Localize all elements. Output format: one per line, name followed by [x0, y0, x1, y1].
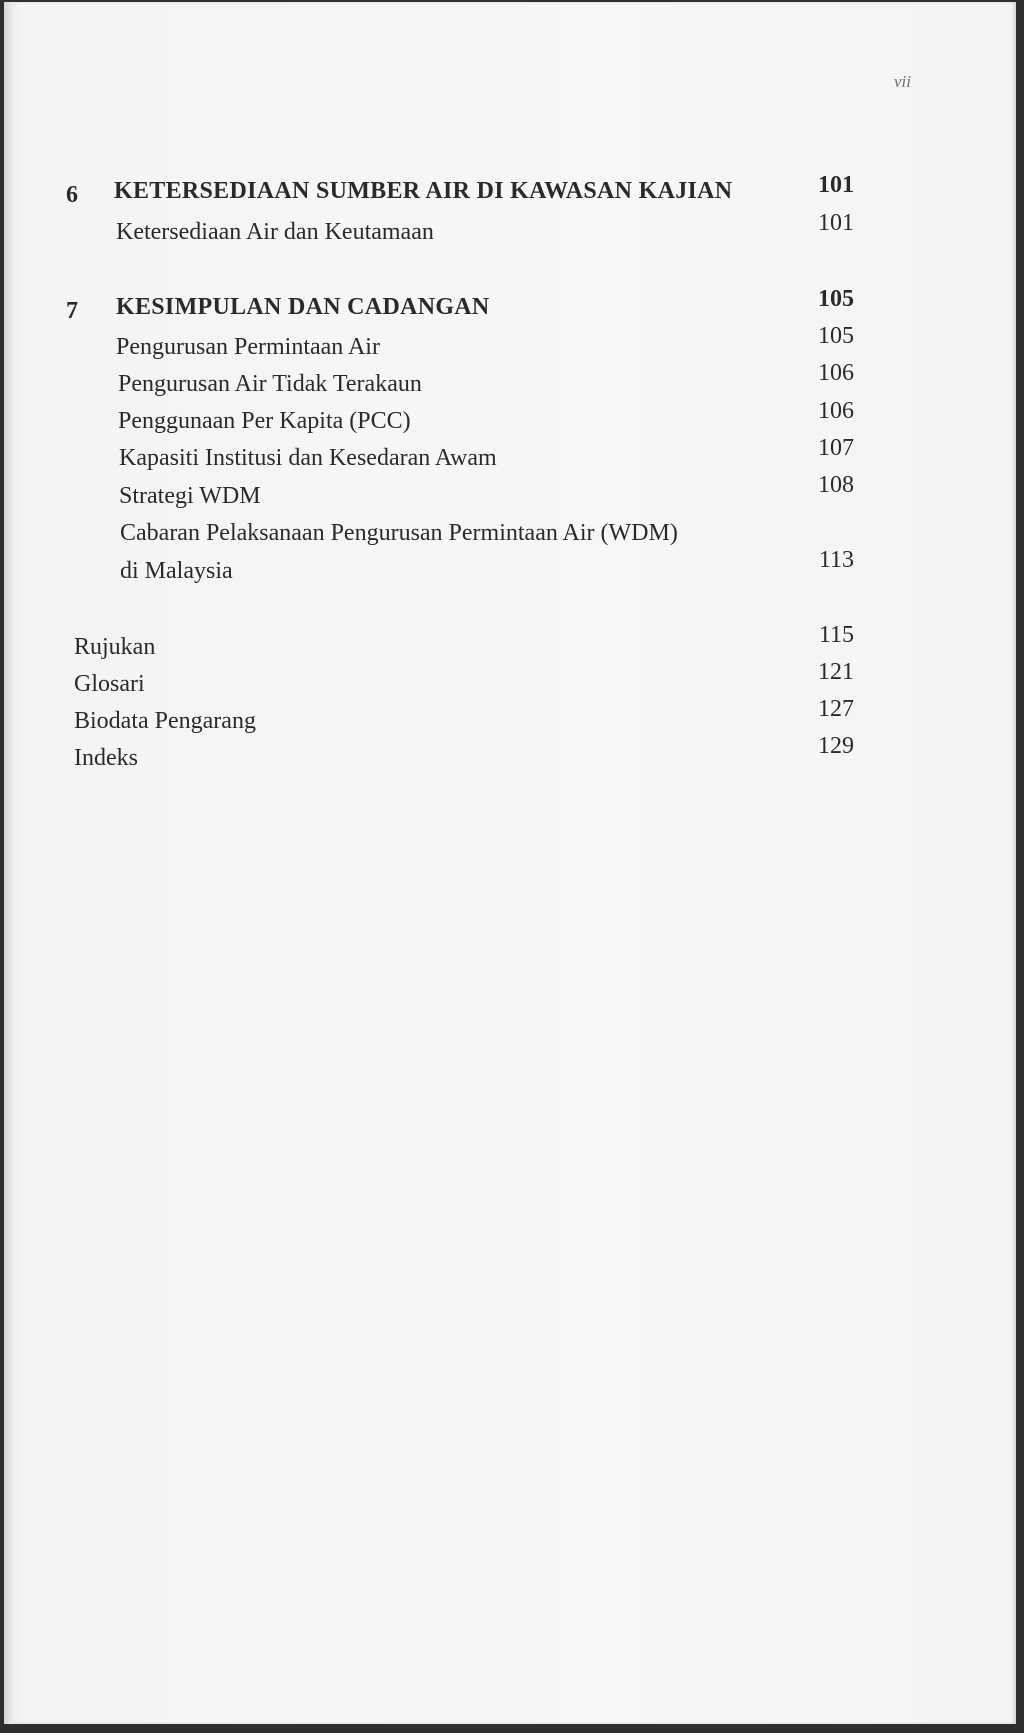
table-of-contents	[4, 2, 1016, 1724]
chapter-page-number: 105	[818, 286, 854, 312]
book-page	[4, 2, 1016, 1724]
page-folio: vii	[894, 72, 911, 91]
chapter-page-number: 101	[818, 172, 854, 198]
toc-entry-label: Rujukan	[74, 634, 156, 660]
toc-entry-page: 106	[818, 360, 854, 386]
toc-entry-page: 108	[818, 472, 854, 498]
toc-entry-label: di Malaysia	[120, 558, 233, 584]
toc-entry-page: 129	[818, 733, 854, 759]
toc-entry-page: 107	[818, 435, 854, 461]
toc-entry-page: 101	[818, 210, 854, 236]
toc-entry-label: Indeks	[74, 745, 138, 771]
chapter-title: KETERSEDIAAN SUMBER AIR DI KAWASAN KAJIAN	[114, 178, 733, 204]
chapter-number: 6	[66, 182, 78, 208]
toc-entry-label: Pengurusan Permintaan Air	[116, 334, 380, 360]
chapter-title: KESIMPULAN DAN CADANGAN	[116, 294, 490, 320]
toc-entry-label: Cabaran Pelaksanaan Pengurusan Permintaan Air (WDM)	[120, 520, 678, 546]
toc-entry-label: Glosari	[74, 671, 145, 697]
toc-entry-label: Pengurusan Air Tidak Terakaun	[118, 371, 422, 397]
toc-entry-label: Ketersediaan Air dan Keutamaan	[116, 219, 434, 245]
toc-entry-label: Strategi WDM	[119, 483, 261, 509]
toc-entry-page: 127	[818, 696, 854, 722]
toc-entry-label: Kapasiti Institusi dan Kesedaran Awam	[119, 445, 497, 471]
toc-entry-page: 106	[818, 398, 854, 424]
toc-entry-label: Penggunaan Per Kapita (PCC)	[118, 408, 411, 434]
toc-entry-page: 113	[818, 547, 854, 573]
toc-entry-page: 105	[818, 323, 854, 349]
toc-entry-page: 115	[818, 622, 854, 648]
toc-entry-page: 121	[818, 659, 854, 685]
chapter-number: 7	[66, 298, 78, 324]
toc-entry-label: Biodata Pengarang	[74, 708, 256, 734]
